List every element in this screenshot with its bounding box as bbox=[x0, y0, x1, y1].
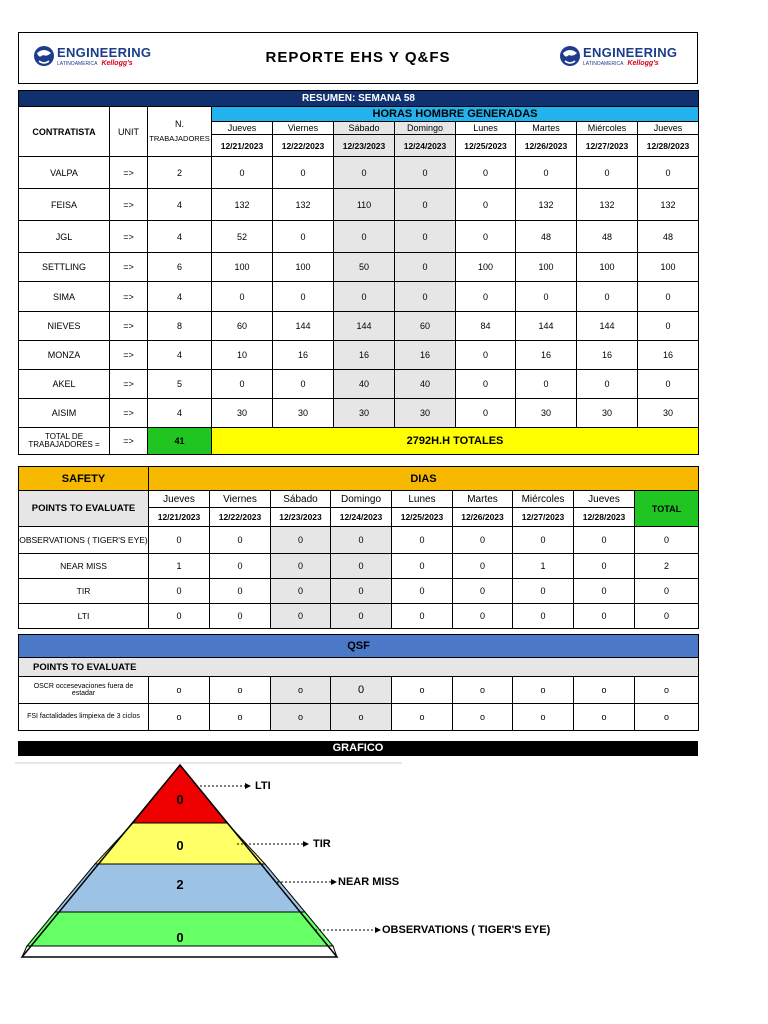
hours-cell: 30 bbox=[212, 399, 273, 428]
date-header: 12/23/2023 bbox=[271, 508, 331, 527]
qsf-point-name: FSI factalidades limpiexa de 3 ciclos bbox=[19, 704, 149, 731]
hours-cell: 0 bbox=[638, 370, 699, 399]
date-header: 12/26/2023 bbox=[516, 135, 577, 157]
hours-cell: 100 bbox=[516, 253, 577, 282]
safety-value: 1 bbox=[513, 554, 574, 579]
contratista-name: MONZA bbox=[19, 341, 110, 370]
safety-value: 0 bbox=[453, 604, 513, 629]
qsf-point-name: OSCR occesevaciones fuera de estadar bbox=[19, 677, 149, 704]
unit-cell: => bbox=[110, 312, 148, 341]
hours-cell: 0 bbox=[334, 221, 395, 253]
contratista-row bbox=[19, 370, 699, 399]
contratista-row bbox=[19, 157, 699, 189]
hours-cell: 0 bbox=[395, 189, 456, 221]
hours-cell: 30 bbox=[516, 399, 577, 428]
qsf-points-label: POINTS TO EVALUATE bbox=[19, 658, 699, 677]
total-label: TOTAL DE TRABAJADORES = bbox=[19, 428, 110, 455]
day-header: Viernes bbox=[210, 491, 271, 508]
date-header: 12/24/2023 bbox=[395, 135, 456, 157]
hours-cell: 100 bbox=[456, 253, 516, 282]
hours-cell: 30 bbox=[577, 399, 638, 428]
engineering-logo-right bbox=[559, 41, 677, 71]
logo-brand-text: Kellogg's bbox=[101, 60, 133, 67]
workers-cell: 4 bbox=[148, 341, 212, 370]
pyramid-chart bbox=[15, 760, 575, 965]
hours-cell: 0 bbox=[577, 282, 638, 312]
safety-value: 0 bbox=[453, 579, 513, 604]
contratista-name: AISIM bbox=[19, 399, 110, 428]
date-header: 12/25/2023 bbox=[392, 508, 453, 527]
date-header: 12/23/2023 bbox=[334, 135, 395, 157]
qsf-title: QSF bbox=[19, 635, 699, 658]
hours-cell: 132 bbox=[638, 189, 699, 221]
hours-cell: 0 bbox=[456, 221, 516, 253]
hours-cell: 0 bbox=[273, 221, 334, 253]
safety-value: 0 bbox=[271, 554, 331, 579]
hours-cell: 0 bbox=[516, 370, 577, 399]
day-header: Jueves bbox=[212, 122, 273, 135]
hours-cell: 0 bbox=[456, 189, 516, 221]
safety-value: 0 bbox=[271, 579, 331, 604]
safety-value: 0 bbox=[149, 604, 210, 629]
hours-cell: 144 bbox=[516, 312, 577, 341]
hours-cell: 60 bbox=[395, 312, 456, 341]
logo-brand-text: Kellogg's bbox=[627, 60, 659, 67]
date-header: 12/21/2023 bbox=[149, 508, 210, 527]
hours-cell: 0 bbox=[456, 399, 516, 428]
summary-table bbox=[18, 90, 699, 455]
qsf-value: o bbox=[149, 677, 210, 704]
hours-cell: 16 bbox=[577, 341, 638, 370]
hours-cell: 0 bbox=[395, 253, 456, 282]
unit-cell: => bbox=[110, 253, 148, 282]
qsf-value: o bbox=[453, 677, 513, 704]
date-header: 12/24/2023 bbox=[331, 508, 392, 527]
qsf-value: o bbox=[210, 704, 271, 731]
contratista-name: JGL bbox=[19, 221, 110, 253]
safety-point-name: OBSERVATIONS ( TIGER'S EYE) bbox=[19, 527, 149, 554]
contratista-name: AKEL bbox=[19, 370, 110, 399]
date-header: 12/26/2023 bbox=[453, 508, 513, 527]
hours-cell: 100 bbox=[577, 253, 638, 282]
workers-cell: 4 bbox=[148, 282, 212, 312]
hours-cell: 0 bbox=[577, 370, 638, 399]
contratista-row bbox=[19, 341, 699, 370]
col-contratista: CONTRATISTA bbox=[19, 107, 110, 157]
unit-cell: => bbox=[110, 157, 148, 189]
hours-cell: 0 bbox=[638, 282, 699, 312]
safety-value: 0 bbox=[331, 579, 392, 604]
hours-cell: 16 bbox=[395, 341, 456, 370]
qsf-table bbox=[18, 634, 699, 731]
safety-value: 0 bbox=[392, 579, 453, 604]
hours-cell: 132 bbox=[516, 189, 577, 221]
hours-title: HORAS HOMBRE GENERADAS bbox=[212, 107, 699, 122]
safety-total: 2 bbox=[635, 554, 699, 579]
hours-cell: 48 bbox=[577, 221, 638, 253]
hours-cell: 0 bbox=[456, 341, 516, 370]
summary-title: RESUMEN: SEMANA 58 bbox=[19, 91, 699, 107]
date-header: 12/27/2023 bbox=[513, 508, 574, 527]
workers-cell: 6 bbox=[148, 253, 212, 282]
date-header: 12/25/2023 bbox=[456, 135, 516, 157]
safety-value: 0 bbox=[574, 527, 635, 554]
hours-cell: 30 bbox=[273, 399, 334, 428]
dias-title: DIAS bbox=[149, 467, 699, 491]
day-header: Sábado bbox=[334, 122, 395, 135]
date-header: 12/27/2023 bbox=[577, 135, 638, 157]
date-header: 12/28/2023 bbox=[638, 135, 699, 157]
day-header: Sábado bbox=[271, 491, 331, 508]
contratista-name: NIEVES bbox=[19, 312, 110, 341]
hours-cell: 100 bbox=[273, 253, 334, 282]
contratista-row bbox=[19, 399, 699, 428]
qsf-value: o bbox=[635, 677, 699, 704]
hours-cell: 144 bbox=[577, 312, 638, 341]
hours-cell: 30 bbox=[334, 399, 395, 428]
unit-cell: => bbox=[110, 370, 148, 399]
col-trabajadores bbox=[148, 107, 212, 157]
pyramid-value-observations: 0 bbox=[176, 930, 184, 945]
contratista-name: SETTLING bbox=[19, 253, 110, 282]
day-header: Jueves bbox=[638, 122, 699, 135]
safety-points-label: POINTS TO EVALUATE bbox=[19, 491, 149, 527]
qsf-value: o bbox=[331, 704, 392, 731]
day-header: Viernes bbox=[273, 122, 334, 135]
safety-value: 0 bbox=[271, 527, 331, 554]
col-n-label: N. bbox=[175, 118, 184, 129]
workers-cell: 4 bbox=[148, 189, 212, 221]
hours-cell: 40 bbox=[334, 370, 395, 399]
hours-cell: 0 bbox=[334, 157, 395, 189]
total-workers: 41 bbox=[148, 428, 212, 455]
contratista-row bbox=[19, 189, 699, 221]
pyramid-value-near-miss: 2 bbox=[176, 877, 184, 892]
pyramid-label-observations: OBSERVATIONS ( TIGER'S EYE) bbox=[382, 924, 551, 936]
qsf-row bbox=[19, 704, 699, 731]
qsf-value: o bbox=[392, 677, 453, 704]
qsf-value: o bbox=[513, 704, 574, 731]
hours-cell: 0 bbox=[638, 157, 699, 189]
page-title: REPORTE EHS Y Q&FS bbox=[265, 49, 451, 66]
safety-value: 0 bbox=[392, 527, 453, 554]
hours-cell: 0 bbox=[395, 221, 456, 253]
safety-value: 0 bbox=[574, 579, 635, 604]
safety-value: 0 bbox=[149, 579, 210, 604]
qsf-value: o bbox=[574, 677, 635, 704]
hours-cell: 16 bbox=[638, 341, 699, 370]
safety-title: SAFETY bbox=[19, 467, 149, 491]
hours-cell: 144 bbox=[334, 312, 395, 341]
safety-total: 0 bbox=[635, 604, 699, 629]
hours-cell: 0 bbox=[577, 157, 638, 189]
day-header: Miércoles bbox=[577, 122, 638, 135]
safety-value: 0 bbox=[210, 604, 271, 629]
hours-cell: 16 bbox=[516, 341, 577, 370]
safety-table bbox=[18, 466, 699, 629]
safety-row bbox=[19, 527, 699, 554]
safety-value: 0 bbox=[574, 604, 635, 629]
day-header: Martes bbox=[453, 491, 513, 508]
pyramid-base bbox=[22, 946, 337, 957]
hours-cell: 0 bbox=[516, 282, 577, 312]
safety-point-name: NEAR MISS bbox=[19, 554, 149, 579]
day-header: Jueves bbox=[149, 491, 210, 508]
contratista-name: SIMA bbox=[19, 282, 110, 312]
unit-cell: => bbox=[110, 341, 148, 370]
contratista-row bbox=[19, 221, 699, 253]
total-header: TOTAL bbox=[635, 491, 699, 527]
safety-point-name: LTI bbox=[19, 604, 149, 629]
safety-value: 0 bbox=[513, 604, 574, 629]
hours-cell: 0 bbox=[334, 282, 395, 312]
pyramid-value-lti: 0 bbox=[176, 792, 184, 807]
qsf-value: o bbox=[513, 677, 574, 704]
day-header: Lunes bbox=[392, 491, 453, 508]
workers-cell: 8 bbox=[148, 312, 212, 341]
col-trabajadores-label: TRABAJADORES bbox=[149, 134, 210, 144]
hours-cell: 50 bbox=[334, 253, 395, 282]
report-header bbox=[18, 32, 698, 84]
workers-cell: 4 bbox=[148, 399, 212, 428]
hours-cell: 0 bbox=[516, 157, 577, 189]
date-header: 12/21/2023 bbox=[212, 135, 273, 157]
hours-cell: 30 bbox=[638, 399, 699, 428]
hours-cell: 48 bbox=[516, 221, 577, 253]
safety-value: 0 bbox=[331, 554, 392, 579]
hours-cell: 52 bbox=[212, 221, 273, 253]
hours-cell: 0 bbox=[212, 282, 273, 312]
hours-cell: 0 bbox=[273, 157, 334, 189]
unit-cell: => bbox=[110, 221, 148, 253]
qsf-value: o bbox=[271, 704, 331, 731]
hours-cell: 0 bbox=[456, 370, 516, 399]
hours-cell: 0 bbox=[212, 370, 273, 399]
qsf-value: o bbox=[635, 704, 699, 731]
hours-cell: 100 bbox=[212, 253, 273, 282]
pyramid-label-lti: LTI bbox=[255, 780, 271, 792]
day-header: Domingo bbox=[331, 491, 392, 508]
safety-value: 0 bbox=[513, 527, 574, 554]
day-header: Martes bbox=[516, 122, 577, 135]
unit-cell: => bbox=[110, 399, 148, 428]
date-header: 12/22/2023 bbox=[273, 135, 334, 157]
hours-cell: 110 bbox=[334, 189, 395, 221]
date-header: 12/22/2023 bbox=[210, 508, 271, 527]
hours-cell: 132 bbox=[273, 189, 334, 221]
logo-main-text: ENGINEERING bbox=[57, 45, 152, 60]
safety-value: 0 bbox=[331, 604, 392, 629]
hours-cell: 16 bbox=[334, 341, 395, 370]
hours-cell: 48 bbox=[638, 221, 699, 253]
day-header: Jueves bbox=[574, 491, 635, 508]
pyramid-value-tir: 0 bbox=[176, 838, 184, 853]
hours-cell: 60 bbox=[212, 312, 273, 341]
safety-value: 0 bbox=[149, 527, 210, 554]
qsf-row bbox=[19, 677, 699, 704]
hours-cell: 144 bbox=[273, 312, 334, 341]
safety-value: 0 bbox=[210, 579, 271, 604]
day-header: Miércoles bbox=[513, 491, 574, 508]
logo-sub-text: LATINOAMERICA bbox=[57, 60, 98, 67]
safety-value: 0 bbox=[574, 554, 635, 579]
qsf-value: o bbox=[149, 704, 210, 731]
safety-value: 0 bbox=[271, 604, 331, 629]
contratista-row bbox=[19, 253, 699, 282]
col-unit: UNIT bbox=[110, 107, 148, 157]
hours-cell: 132 bbox=[212, 189, 273, 221]
qsf-value: o bbox=[210, 677, 271, 704]
safety-row bbox=[19, 554, 699, 579]
hours-cell: 0 bbox=[395, 157, 456, 189]
safety-row bbox=[19, 579, 699, 604]
day-header: Lunes bbox=[456, 122, 516, 135]
hours-cell: 0 bbox=[638, 312, 699, 341]
contratista-row bbox=[19, 312, 699, 341]
qsf-value: o bbox=[392, 704, 453, 731]
contratista-row bbox=[19, 282, 699, 312]
safety-total: 0 bbox=[635, 579, 699, 604]
hours-cell: 0 bbox=[273, 282, 334, 312]
safety-row bbox=[19, 604, 699, 629]
safety-value: 0 bbox=[453, 554, 513, 579]
contratista-name: VALPA bbox=[19, 157, 110, 189]
unit-cell: => bbox=[110, 282, 148, 312]
workers-cell: 2 bbox=[148, 157, 212, 189]
logo-sub-text: LATINOAMERICA bbox=[583, 60, 624, 67]
qsf-value: o bbox=[574, 704, 635, 731]
safety-value: 0 bbox=[331, 527, 392, 554]
unit-cell: => bbox=[110, 189, 148, 221]
safety-total: 0 bbox=[635, 527, 699, 554]
grafico-title: GRAFICO bbox=[18, 741, 698, 756]
pyramid-label-tir: TIR bbox=[313, 838, 331, 850]
safety-value: 0 bbox=[392, 554, 453, 579]
day-header: Domingo bbox=[395, 122, 456, 135]
workers-cell: 4 bbox=[148, 221, 212, 253]
total-unit: => bbox=[110, 428, 148, 455]
logo-main-text: ENGINEERING bbox=[583, 45, 678, 60]
qsf-value: o bbox=[453, 704, 513, 731]
hours-cell: 16 bbox=[273, 341, 334, 370]
qsf-value: 0 bbox=[331, 677, 392, 704]
hours-cell: 40 bbox=[395, 370, 456, 399]
globe-icon bbox=[559, 41, 581, 71]
workers-cell: 5 bbox=[148, 370, 212, 399]
safety-value: 0 bbox=[210, 554, 271, 579]
hours-cell: 0 bbox=[395, 282, 456, 312]
hours-cell: 0 bbox=[456, 282, 516, 312]
safety-value: 0 bbox=[392, 604, 453, 629]
safety-value: 0 bbox=[210, 527, 271, 554]
contratista-name: FEISA bbox=[19, 189, 110, 221]
total-row bbox=[19, 428, 699, 455]
safety-value: 1 bbox=[149, 554, 210, 579]
hours-cell: 84 bbox=[456, 312, 516, 341]
hours-cell: 30 bbox=[395, 399, 456, 428]
hours-cell: 0 bbox=[273, 370, 334, 399]
date-header: 12/28/2023 bbox=[574, 508, 635, 527]
hours-cell: 10 bbox=[212, 341, 273, 370]
safety-point-name: TIR bbox=[19, 579, 149, 604]
hours-cell: 132 bbox=[577, 189, 638, 221]
hours-cell: 0 bbox=[212, 157, 273, 189]
total-hours: 2792H.H TOTALES bbox=[212, 428, 699, 455]
qsf-value: o bbox=[271, 677, 331, 704]
pyramid-label-near-miss: NEAR MISS bbox=[338, 876, 400, 888]
safety-value: 0 bbox=[513, 579, 574, 604]
hours-cell: 100 bbox=[638, 253, 699, 282]
hours-cell: 0 bbox=[456, 157, 516, 189]
safety-value: 0 bbox=[453, 527, 513, 554]
